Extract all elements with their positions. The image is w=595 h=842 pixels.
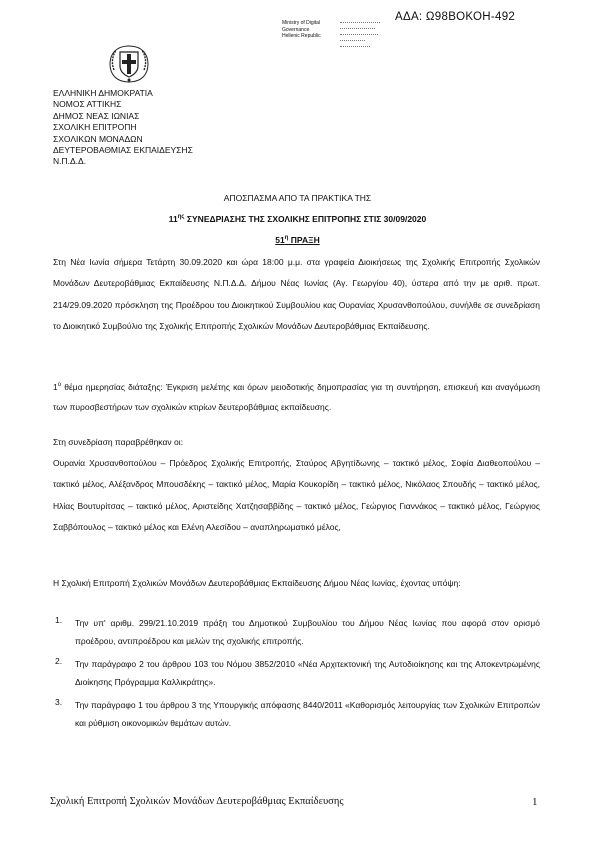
document-title: ΑΠΟΣΠΑΣΜΑ ΑΠΟ ΤΑ ΠΡΑΚΤΙΚΑ ΤΗΣ bbox=[223, 193, 372, 203]
session-number-suffix: ης bbox=[177, 214, 185, 221]
ministry-line: Ministry of Digital bbox=[282, 20, 321, 26]
act-number-suffix: η bbox=[284, 235, 289, 242]
header-line: ΕΛΛΗΝΙΚΗ ΔΗΜΟΚΡΑΤΙΑ bbox=[53, 88, 153, 98]
list-item-text: Την υπ' αριθμ. 299/21.10.2019 πράξη του Δημοτικού Συμβουλίου του Δήμου Νέας Ιωνίας που αφορά στον ορισμό προέδρου, αντιπροέδρου και μελών της σχολικής επιτροπής. bbox=[75, 618, 540, 646]
issuer-header bbox=[53, 88, 193, 168]
agenda-number-suffix: ο bbox=[57, 382, 62, 388]
attendees-intro: Στη συνεδρίαση παραβρέθηκαν οι: bbox=[53, 437, 183, 447]
considerations-intro: Η Σχολική Επιτροπή Σχολικών Μονάδων Δευτεροβάθμιας Εκπαίδευσης Δήμου Νέας Ιωνίας, έχοντας υπόψη: bbox=[53, 578, 461, 588]
agenda-text: θέμα ημερησίας διάταξης: Έγκριση μελέτης και όρων μειοδοτικής δημοπρασίας για τη συντήρηση, επισκευή και αναγόμωση των πυροσβεστήρων των σχολικών κτιρίων δευτεροβάθμιας εκπαίδευσης. bbox=[53, 381, 540, 412]
ada-code: ΑΔΑ: Ω98ΒΟΚΟΗ-492 bbox=[395, 11, 516, 23]
list-item-text: Την παράγραφο 2 του άρθρου 103 του Νόμου 3852/2010 «Νέα Αρχιτεκτονική της Αυτοδιοίκησης και της Αποκεντρωμένης Διοίκησης Πρόγραμμα Καλλικράτης». bbox=[75, 659, 540, 687]
header-line: ΣΧΟΛΙΚΗ ΕΠΙΤΡΟΠΗ bbox=[53, 122, 137, 133]
header-line: Ν.Π.Δ.Δ. bbox=[53, 156, 87, 167]
signature-details bbox=[340, 19, 380, 47]
act-title bbox=[0, 235, 595, 245]
header-line: ΝΟΜΟΣ ΑΤΤΙΚΗΣ bbox=[53, 99, 122, 110]
header-line: ΔΗΜΟΣ ΝΕΑΣ ΙΩΝΙΑΣ bbox=[53, 110, 140, 121]
act-title-text: ΠΡΑΞΗ bbox=[288, 235, 320, 245]
header-line: ΣΧΟΛΙΚΩΝ ΜΟΝΑΔΩΝ bbox=[53, 133, 143, 144]
agenda-number: 1 bbox=[53, 381, 58, 392]
list-item-text: Την παράγραφο 1 του άρθρου 3 της Υπουργικής απόφασης 8440/2011 «Καθορισμός λειτουργίας των Σχολικών Επιτροπών και ρύθμιση οικονομικών θεμάτων αυτών. bbox=[75, 700, 540, 728]
header-line: ΔΕΥΤΕΡΟΒΑΘΜΙΑΣ ΕΚΠΑΙΔΕΥΣΗΣ bbox=[53, 145, 193, 156]
attendees-paragraph: Ουρανία Χρυσανθοπούλου – Πρόεδρος Σχολικής Επιτροπής, Σταύρος Αβγητίδωνης – τακτικό μέλος, Σοφία Διαθεοπούλου – τακτικό μέλος, Αλέξανδρος Μπουσδέκης – τακτικό μέλος, Μαρία Κουκορίδη – τακτικό μέλος, Νικόλαος Σπουδής – τακτικό μέλος, Ηλίας Βουτυρίτσας – τακτικό μέλος, Αριστείδης Χατζησαββίδης – τακτικό μέλος, Γεώργιος Γιαννάκος – τακτικό μέλος, Γεώργιος Σαββόπουλος – τακτικό μέλος και Ελένη Αλεσίδου – αναπληρωματικό μέλος, bbox=[53, 458, 540, 532]
ministry-line: Governance bbox=[282, 26, 310, 33]
page-number: 1 bbox=[532, 796, 538, 808]
session-title bbox=[0, 214, 595, 224]
list-item-number: 3. bbox=[55, 697, 63, 707]
session-number: 11 bbox=[168, 214, 178, 224]
greek-coat-of-arms-icon bbox=[106, 40, 152, 86]
list-item-number: 1. bbox=[55, 615, 63, 625]
act-number: 51 bbox=[275, 235, 285, 245]
intro-paragraph: Στη Νέα Ιωνία σήμερα Τετάρτη 30.09.2020 και ώρα 18:00 μ.μ. στα γραφεία Διοικήσεως της Σχολικής Επιτροπής Σχολικών Μονάδων Δευτεροβάθμιας Εκπαίδευσης Ν.Π.Δ.Δ. Δήμου Νέας Ιωνίας (Αγ. Γεωργίου 40), ύστερα από την με αριθ. πρωτ. 214/29.09.2020 πρόσκληση της Προέδρου του Διοικητικού Συμβουλίου κας Ουρανίας Χρυσανθοπούλου, συνήλθε σε συνεδρίαση το Διοικητικό Συμβούλιο της Σχολικής Επιτροπής Σχολικών Μονάδων Δευτεροβάθμιας Εκπαίδευσης. bbox=[53, 257, 540, 331]
agenda-item-paragraph bbox=[53, 375, 540, 417]
session-title-text: ΣΥΝΕΔΡΙΑΣΗΣ ΤΗΣ ΣΧΟΛΙΚΗΣ ΕΠΙΤΡΟΠΗΣ ΣΤΙΣ 30/09/2020 bbox=[184, 214, 427, 224]
ministry-line: Hellenic Republic bbox=[282, 33, 321, 39]
ministry-stamp bbox=[282, 20, 321, 40]
page-footer: Σχολική Επιτροπή Σχολικών Μονάδων Δευτεροβάθμιας Εκπαίδευσης bbox=[50, 796, 344, 807]
list-item-number: 2. bbox=[55, 656, 63, 666]
